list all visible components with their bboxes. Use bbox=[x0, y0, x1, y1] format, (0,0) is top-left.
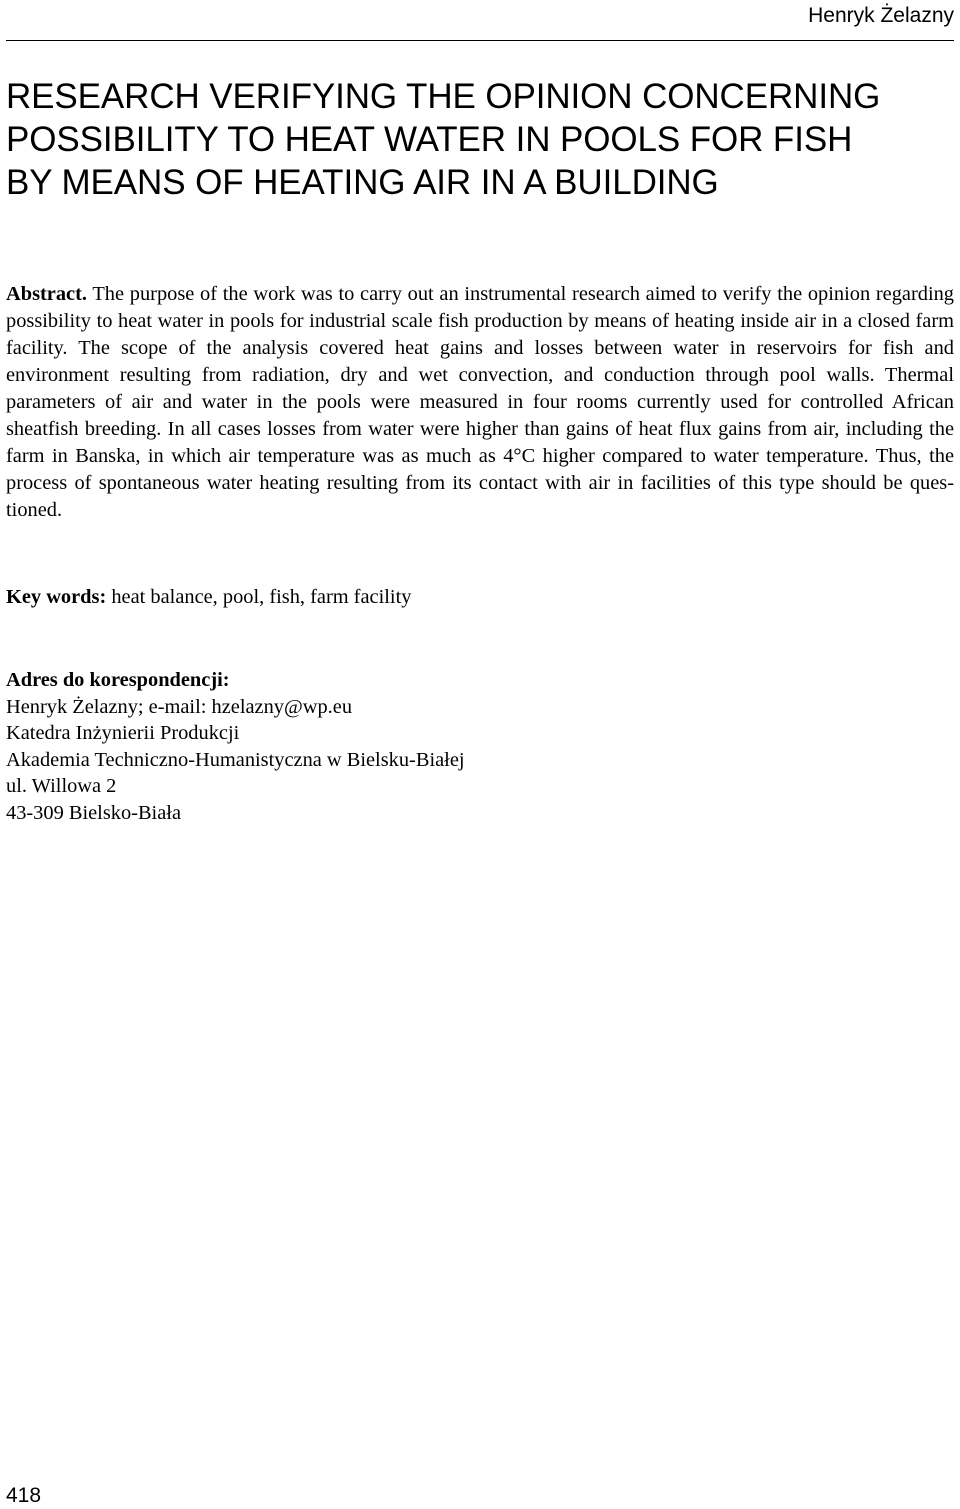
correspondence-name-email: Henryk Żelazny; e-mail: hzelazny@wp.eu bbox=[6, 695, 353, 718]
running-header-author: Henryk Żelazny bbox=[808, 4, 954, 27]
header-rule bbox=[6, 40, 954, 41]
title-line: BY MEANS OF HEATING AIR IN A BUILDING bbox=[6, 163, 719, 202]
title-line: RESEARCH VERIFYING THE OPINION CONCERNING bbox=[6, 77, 881, 116]
keywords-label: Key words: bbox=[6, 586, 107, 608]
correspondence-heading: Adres do korespondencji: bbox=[6, 669, 230, 691]
page-number: 418 bbox=[6, 1484, 42, 1507]
paper-title bbox=[6, 75, 954, 204]
correspondence-street: ul. Willowa 2 bbox=[6, 775, 117, 797]
keywords-text: heat balance, pool, fish, farm facility bbox=[111, 586, 412, 608]
correspondence-city: 43-309 Bielsko-Biała bbox=[6, 801, 181, 824]
keywords bbox=[6, 584, 954, 611]
title-line: POSSIBILITY TO HEAT WATER IN POOLS FOR FISH bbox=[6, 120, 853, 159]
correspondence-department: Katedra Inżynierii Produkcji bbox=[6, 722, 240, 744]
abstract bbox=[6, 281, 954, 524]
abstract-text: The purpose of the work was to carry out an instrumental research aimed to verify the opinion regarding possibility to heat water in pools for industrial scale fish production by means of heating inside air in a closed farm facility. The scope of the analysis covered heat gains and losses between water in reservoirs for fish and environment resulting from radiation, dry and wet convection, and conduction through pool walls. Thermal parameters of air and water in the pools were measured in four rooms currently used for controlled African sheatfish breeding. In all cases losses from water were higher than gains of heat flux gains from air, including the farm in Banska, in which air temperature was as much as 4°C higher compared to water temperature. Thus, the process of spontaneous water heating resulting from its contact with air in facilities of this type should be questioned. bbox=[6, 283, 954, 521]
correspondence-institution: Akademia Techniczno-Humanistyczna w Bielsku-Białej bbox=[6, 748, 465, 771]
abstract-label: Abstract. bbox=[6, 283, 87, 305]
correspondence-block bbox=[6, 667, 954, 826]
